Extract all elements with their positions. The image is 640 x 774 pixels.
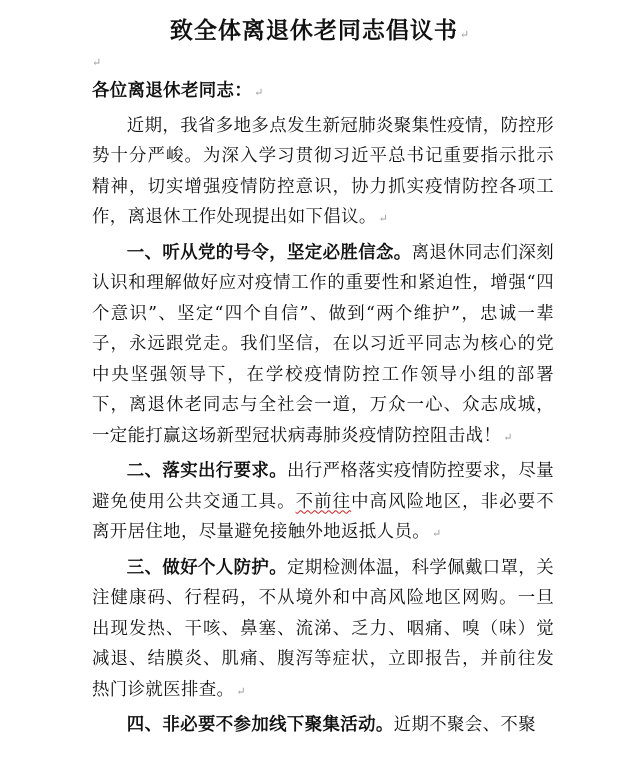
paragraph-mark-icon: ↵ (459, 28, 471, 41)
paragraph-mark-icon: ↵ (503, 430, 513, 444)
item-text: 离退休同志们深刻认识和理解做好应对疫情工作的重要性和紧迫性，增强“四个意识”、坚定“四个自信”、做到“两个维护”，忠诚一辈子，永远跟党走。我们坚信，在以习近平同志为核心的党中央坚强领导下，在学校疫情防控工作领导小组的部署下，离退休老同志与全社会一道，万众一心、众志成城，一定能打赢这场新型冠状病毒肺炎疫情防控阻击战！ (92, 242, 555, 446)
item-text: 中高风险地区，非必要不离开居住地，尽量避免接触外地返抵人员。 (92, 491, 554, 542)
intro-paragraph (92, 111, 554, 235)
salutation: 各位离退休老同志： (92, 81, 253, 101)
spellcheck-flagged-text: 不前往 (295, 491, 352, 512)
document-title-line (0, 12, 640, 45)
paragraph-mark-icon: ↵ (378, 212, 389, 225)
item-paragraph-1 (92, 238, 554, 454)
item-paragraph-2 (92, 456, 554, 550)
item-paragraph-4 (92, 710, 554, 741)
item-heading: 一、听从党的号令，坚定必胜信念。 (126, 242, 412, 263)
item-heading: 四、非必要不参加线下聚集活动。 (126, 715, 394, 735)
document-body (92, 76, 554, 744)
document-title: 致全体离退休老同志倡议书 (169, 17, 458, 44)
intro-text: 近期，我省多地多点发生新冠肺炎聚集性疫情，防控形势十分严峻。为深入学习贯彻习近平总书记重要指示批示精神，切实增强疫情防控意识，协力抓实疫情防控各项工作，离退休工作处现提出如下倡议。 (92, 115, 554, 227)
item-paragraph-3 (92, 553, 554, 708)
empty-paragraph-mark-icon: ↵ (92, 56, 102, 69)
item-heading: 二、落实出行要求。 (126, 461, 287, 481)
item-text: 出行严格落实疫情防控要求，尽量避免使用公共交通工具。 (92, 461, 554, 512)
item-text: 近期不聚会、不聚 (393, 715, 536, 735)
paragraph-mark-icon: ↵ (236, 684, 246, 698)
item-text: 定期检测体温，科学佩戴口罩，关注健康码、行程码，不从境外和中高风险地区网购。一旦出现发热、干咳、鼻塞、流涕、乏力、咽痛、嗅（味）觉减退、结膜炎、肌痛、腹泻等症状，立即报告，并前往发热门诊就医排查。 (92, 557, 554, 700)
paragraph-mark-icon: ↵ (254, 86, 264, 99)
paragraph-mark-icon: ↵ (432, 527, 442, 540)
item-heading: 三、做好个人防护。 (126, 557, 287, 578)
salutation-paragraph (92, 76, 554, 109)
